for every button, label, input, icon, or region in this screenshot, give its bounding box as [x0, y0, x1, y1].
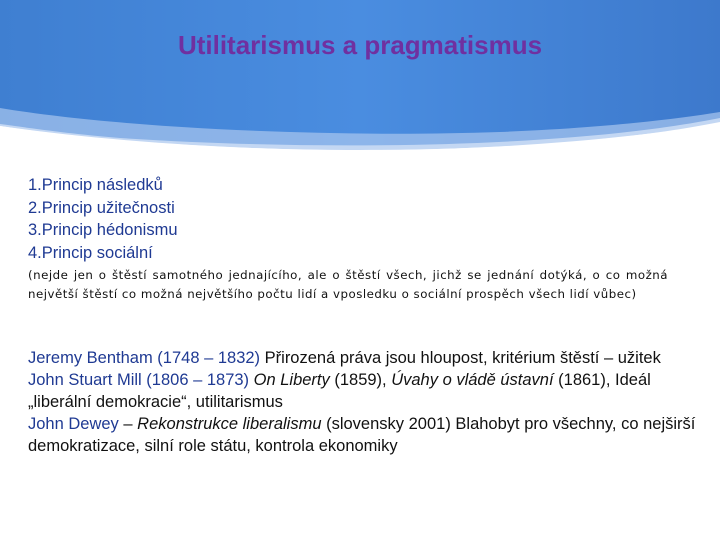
principles-list	[28, 174, 688, 264]
dewey-dash: –	[118, 415, 138, 433]
bentham-text: Přirozená práva jsou hloupost, kritérium štěstí – užitek	[260, 349, 661, 367]
dewey-work: Rekonstrukce liberalismu	[137, 415, 322, 433]
mill-paragraph	[28, 369, 700, 413]
mill-text: (1861), Ideál „liberální demokracie“, utilitarismus	[28, 371, 651, 411]
title-banner	[0, 0, 720, 150]
mill-work-uvahy: Úvahy o vládě ústavní	[391, 371, 554, 389]
bentham-paragraph	[28, 347, 700, 369]
philosophers-section	[28, 347, 700, 457]
principle-item: 2.Princip užitečnosti	[28, 198, 175, 217]
principle-item: 1.Princip následků	[28, 176, 163, 194]
mill-year: (1859),	[329, 371, 392, 389]
dewey-name: John Dewey	[28, 415, 119, 433]
banner-background	[0, 0, 720, 150]
principle-item: 3.Princip hédonismu	[28, 221, 178, 239]
bentham-name: Jeremy Bentham (1748 – 1832)	[28, 349, 261, 367]
mill-work-on-liberty: On Liberty	[253, 371, 330, 389]
dewey-text: (slovensky 2001) Blahobyt pro všechny, co nejširší demokratizace, silní role státu, kontrola ekonomiky	[28, 415, 696, 455]
dewey-paragraph	[28, 413, 700, 457]
mill-name: John Stuart Mill (1806 – 1873)	[28, 371, 250, 389]
principle-item: 4.Princip sociální	[28, 243, 153, 262]
slide-title: Utilitarismus a pragmatismus	[177, 30, 543, 60]
principle-note: (nejde jen o štěstí samotného jednajícího, ale o štěstí všech, jichž se jednání dotýká, o co možná největší štěstí co možná největšího počtu lidí a vposledku o sociální prospěch všech lidí vůbec)	[28, 268, 668, 301]
